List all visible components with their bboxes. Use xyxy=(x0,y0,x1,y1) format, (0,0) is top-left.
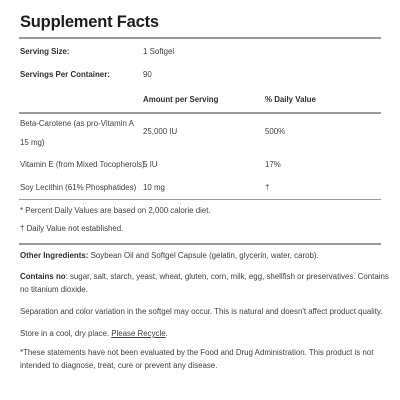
nutrient-name-beta-carotene-line1: Beta-Carotene (as pro-Vitamin A xyxy=(20,119,134,128)
column-header-amount: Amount per Serving xyxy=(143,95,219,104)
storage-note xyxy=(20,327,168,340)
nutrient-name-soy-lecithin: Soy Lecithin (61% Phosphatides) xyxy=(20,183,137,192)
storage-end: . xyxy=(165,329,168,338)
other-ingredients-label: Other Ingredients: xyxy=(20,251,89,260)
contains-no-line2: no titanium dioxide. xyxy=(20,285,88,294)
nutrient-dv-beta-carotene: 500% xyxy=(265,127,286,136)
nutrient-amount-beta-carotene: 25,000 IU xyxy=(143,127,178,136)
contains-no-text: : sugar, salt, starch, yeast, wheat, gluten, corn, milk, egg, shellfish or preservatives. Contains xyxy=(65,272,389,281)
servings-per-container-value: 90 xyxy=(143,70,152,79)
other-ingredients xyxy=(20,249,319,262)
top-rule xyxy=(19,37,381,39)
serving-size-label: Serving Size: xyxy=(20,47,70,56)
contains-no-line1 xyxy=(20,270,389,283)
nutrient-dv-soy-lecithin: † xyxy=(265,183,270,192)
column-header-daily-value: % Daily Value xyxy=(265,95,316,104)
footnote-percent-daily-values: * Percent Daily Values are based on 2,000 calorie diet. xyxy=(20,206,211,215)
nutrient-dv-vitamin-e: 17% xyxy=(265,160,281,169)
other-ingredients-text: Soybean Oil and Softgel Capsule (gelatin, glycerin, water, carob). xyxy=(88,251,319,260)
storage-text: Store in a cool, dry place. xyxy=(20,329,112,338)
panel-title: Supplement Facts xyxy=(20,13,159,31)
please-recycle-link[interactable]: Please Recycle xyxy=(111,329,166,338)
footnote-daily-value-not-established: † Daily Value not established. xyxy=(20,224,124,233)
header-rule xyxy=(19,112,381,114)
nutrient-name-vitamin-e: Vitamin E (from Mixed Tocopherols) xyxy=(20,160,145,169)
nutrient-name-beta-carotene-line2: 15 mg) xyxy=(20,138,45,147)
fda-disclaimer-line2: intended to diagnose, treat, cure or prevent any disease. xyxy=(20,361,218,370)
bottom-rule xyxy=(19,243,381,245)
servings-per-container-label: Servings Per Container: xyxy=(20,70,110,79)
nutrient-amount-soy-lecithin: 10 mg xyxy=(143,183,165,192)
separation-note: Separation and color variation in the softgel may occur. This is natural and doesn't affect product quality. xyxy=(20,307,383,316)
nutrients-rule xyxy=(19,199,381,200)
fda-disclaimer-line1: *These statements have not been evaluated by the Food and Drug Administration. This product is not xyxy=(20,348,374,357)
nutrient-amount-vitamin-e: 5 IU xyxy=(143,160,158,169)
serving-size-value: 1 Softgel xyxy=(143,47,175,56)
contains-no-label: Contains no xyxy=(20,272,66,281)
